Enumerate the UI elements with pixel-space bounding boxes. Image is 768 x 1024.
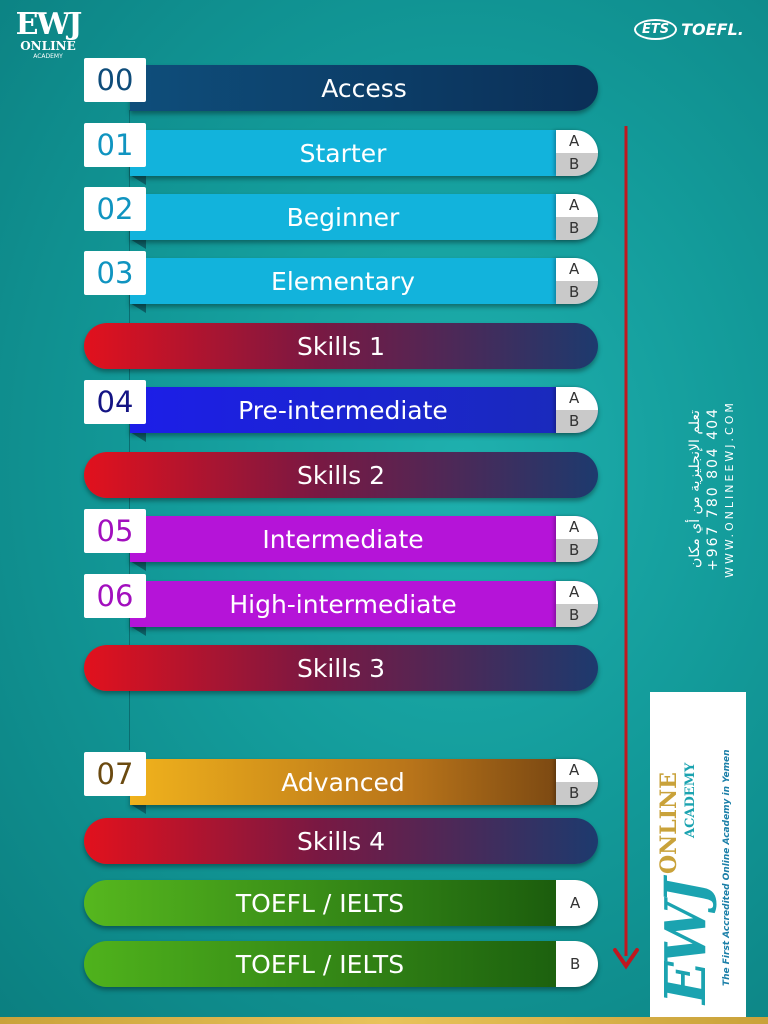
bar-label: Starter: [299, 138, 387, 168]
skills-1-bar[interactable]: [84, 323, 598, 369]
tab-a: A: [556, 387, 598, 410]
ab-tab: [556, 759, 598, 805]
bar-label: Elementary: [271, 266, 415, 296]
bar-label: Intermediate: [262, 524, 424, 554]
level-bar-pre-intermediate[interactable]: [130, 387, 598, 433]
bar-label: Skills 2: [296, 460, 386, 490]
contact-website: WWW.ONLINEEWJ.COM: [723, 400, 736, 578]
fold: [130, 561, 146, 571]
fold: [130, 432, 146, 442]
tab-a: A: [556, 516, 598, 539]
contact-phone: +967 780 804 404: [705, 407, 721, 571]
tab-b: B: [556, 782, 598, 805]
tab-a: A: [556, 258, 598, 281]
tab-b: B: [556, 217, 598, 240]
ab-tab: [556, 194, 598, 240]
banner-tagline: The First Accredited Online Academy in Yemen: [722, 749, 732, 986]
ab-tab: [556, 516, 598, 562]
level-number: 01: [84, 123, 146, 167]
banner-academy: ACADEMY: [683, 762, 698, 838]
contact-block: [595, 380, 768, 610]
bar-label: Skills 1: [296, 331, 386, 361]
tab-b: B: [556, 941, 598, 987]
banner-big-logo: EWJ: [653, 880, 719, 1004]
skills-4-bar[interactable]: [84, 818, 598, 864]
bottom-strip: [0, 1017, 768, 1024]
level-number: 04: [84, 380, 146, 424]
level-bar-advanced[interactable]: [130, 759, 598, 805]
fold: [130, 175, 146, 185]
ab-tab: [556, 258, 598, 304]
bar-label: Beginner: [286, 202, 400, 232]
level-bar-access[interactable]: [130, 65, 598, 111]
bar-label: Pre-intermediate: [238, 395, 448, 425]
fold: [130, 804, 146, 814]
bar-label: TOEFL / IELTS: [235, 949, 405, 979]
level-number: 03: [84, 251, 146, 295]
fold: [130, 239, 146, 249]
tab-a: A: [556, 194, 598, 217]
level-number: 05: [84, 509, 146, 553]
level-bar-starter[interactable]: [130, 130, 598, 176]
level-bar-beginner[interactable]: [130, 194, 598, 240]
bar-label: Skills 3: [296, 653, 386, 683]
tab-a: A: [556, 759, 598, 782]
contact-arabic: تعلم الإنجليزية من أي مكان: [687, 410, 703, 568]
bar-label: Skills 4: [296, 826, 386, 856]
toefl-ielts-b-bar[interactable]: [84, 941, 598, 987]
bar-label: Access: [321, 73, 407, 103]
level-number: 00: [84, 58, 146, 102]
skills-3-bar[interactable]: [84, 645, 598, 691]
level-number: 07: [84, 752, 146, 796]
tab-b: B: [556, 281, 598, 304]
ewj-logo: [14, 7, 82, 61]
tab-b: B: [556, 153, 598, 176]
ab-tab: [556, 387, 598, 433]
level-number: 02: [84, 187, 146, 231]
tab-b: B: [556, 539, 598, 562]
level-bar-intermediate[interactable]: [130, 516, 598, 562]
bar-label: TOEFL / IELTS: [235, 888, 405, 918]
level-bar-high-intermediate[interactable]: [130, 581, 598, 627]
logo-online: ONLINE: [20, 39, 76, 53]
tab-b: B: [556, 604, 598, 627]
logo-academy: ACADEMY: [33, 53, 63, 60]
skills-2-bar[interactable]: [84, 452, 598, 498]
toefl-text: TOEFL.: [681, 19, 744, 39]
logo-mark: EWJ: [15, 7, 81, 42]
level-bar-elementary[interactable]: [130, 258, 598, 304]
fold: [130, 303, 146, 313]
fold: [130, 626, 146, 636]
ets-toefl-logo: [634, 14, 744, 44]
banner-online: ONLINE: [656, 772, 682, 874]
tab-b: B: [556, 410, 598, 433]
ab-tab: [556, 130, 598, 176]
tab-a: A: [556, 880, 598, 926]
level-number: 06: [84, 574, 146, 618]
bar-label: High-intermediate: [229, 589, 457, 619]
ab-tab: [556, 581, 598, 627]
toefl-ielts-a-bar[interactable]: [84, 880, 598, 926]
tab-a: A: [556, 130, 598, 153]
side-banner: [650, 692, 746, 1024]
tab-a: A: [556, 581, 598, 604]
ets-badge: ETS: [634, 19, 677, 40]
bar-label: Advanced: [281, 767, 405, 797]
